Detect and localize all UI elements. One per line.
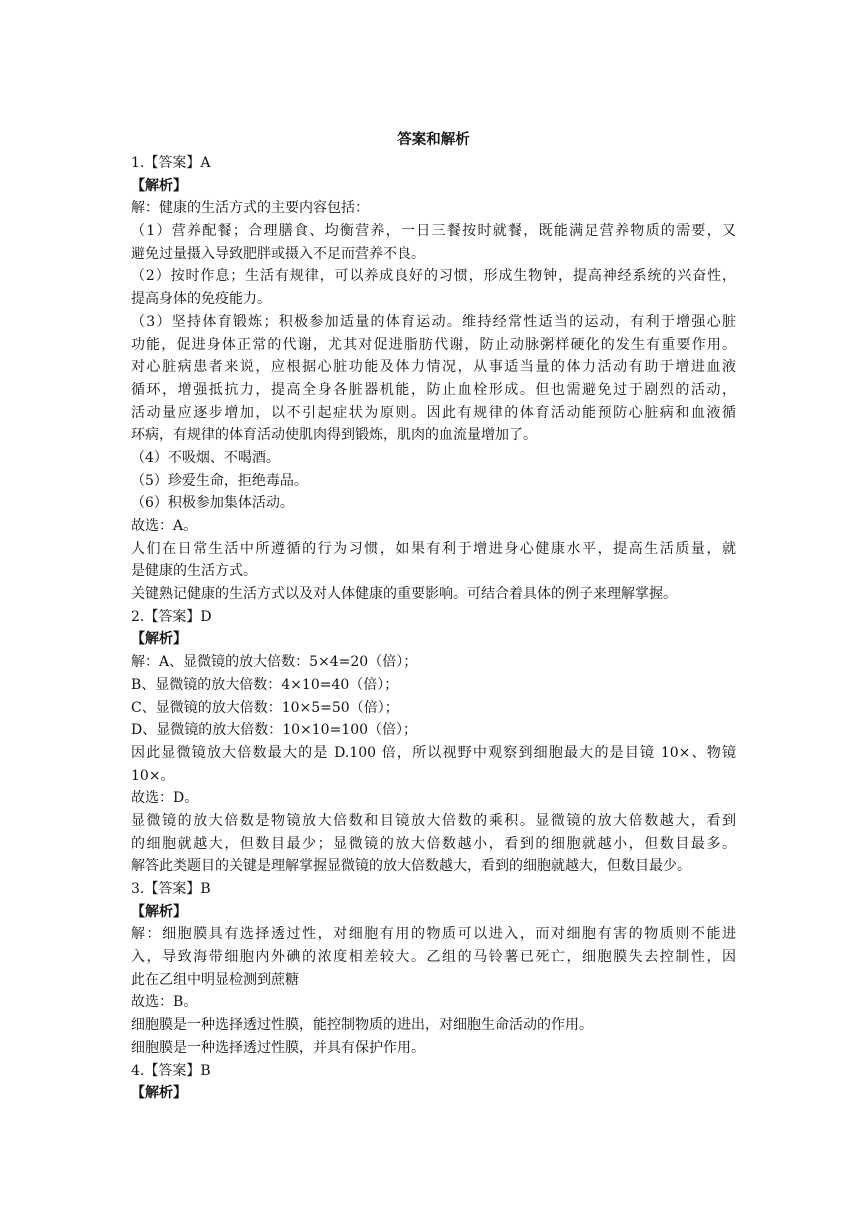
section-heading: 【解析】 bbox=[131, 631, 187, 648]
text-line: 对心脏病患者来说，应根据心脏功能及体力情况，从事适当量的体力活动有助于增进血液 bbox=[131, 359, 736, 376]
text-line: 环病，有规律的体育活动使肌肉得到锻炼，肌肉的血流量增加了。 bbox=[131, 427, 537, 444]
text-line: （5）珍爱生命，拒绝毒品。 bbox=[131, 472, 308, 489]
text-line: 故选：A。 bbox=[131, 518, 198, 534]
text-line: 的细胞就越大，但数目最少；显微镜的放大倍数越小，看到的细胞就越小，但数目最多。 bbox=[131, 835, 736, 852]
text-line: 3.【答案】B bbox=[131, 881, 211, 897]
text-line: 入，导致海带细胞内外碘的浓度相差较大。乙组的马铃薯已死亡，细胞膜失去控制性，因 bbox=[131, 949, 736, 966]
text-line: 提高身体的免疫能力。 bbox=[131, 291, 271, 308]
text-line: 人们在日常生活中所遵循的行为习惯，如果有利于增进身心健康水平，提高生活质量，就 bbox=[131, 540, 736, 557]
text-line: 避免过量摄入导致肥胖或摄入不足而营养不良。 bbox=[131, 245, 425, 262]
text-line: 2.【答案】D bbox=[131, 608, 212, 625]
text-line: 是健康的生活方式。 bbox=[131, 563, 257, 580]
text-line: 循环，增强抵抗力，提高全身各脏器机能，防止血栓形成。但也需避免过于剧烈的活动， bbox=[131, 381, 736, 398]
text-line: 细胞膜是一种选择透过性膜，能控制物质的进出，对细胞生命活动的作用。 bbox=[131, 1017, 593, 1034]
page-title: 答案和解析 bbox=[397, 131, 470, 148]
text-line: 活动量应逐步增加，以不引起症状为原则。因此有规律的体育活动能预防心脏病和血液循 bbox=[131, 404, 736, 421]
section-heading: 【解析】 bbox=[131, 177, 187, 194]
text-line: （1）营养配餐；合理膳食、均衡营养，一日三餐按时就餐，既能满足营养物质的需要，又 bbox=[131, 223, 736, 240]
text-line: B、显微镜的放大倍数：4×10=40（倍）； bbox=[131, 676, 399, 693]
text-line: 解：健康的生活方式的主要内容包括： bbox=[131, 200, 369, 217]
text-line: 解答此类题目的关键是理解掌握显微镜的放大倍数越大，看到的细胞就越大，但数目最少。 bbox=[131, 858, 691, 875]
text-line: （3）坚持体育锻炼；积极参加适量的体育运动。维持经常性适当的运动，有利于增强心脏 bbox=[131, 313, 736, 330]
text-line: 细胞膜是一种选择透过性膜，并具有保护作用。 bbox=[131, 1039, 425, 1056]
text-line: 因此显微镜放大倍数最大的是 D.100 倍，所以视野中观察到细胞最大的是目镜 10×、物镜 bbox=[131, 744, 736, 761]
text-line: 功能，促进身体正常的代谢，尤其对促进脂肪代谢，防止动脉粥样硬化的发生有重要作用。 bbox=[131, 336, 736, 353]
document-body bbox=[131, 152, 736, 1105]
text-line: 关键熟记健康的生活方式以及对人体健康的重要影响。可结合着具体的例子来理解掌握。 bbox=[131, 586, 677, 603]
text-line: 解：A、显微镜的放大倍数：5×4=20（倍）； bbox=[131, 654, 418, 671]
text-line: 显微镜的放大倍数是物镜放大倍数和目镜放大倍数的乘积。显微镜的放大倍数越大，看到 bbox=[131, 812, 736, 829]
text-line: 故选：D。 bbox=[131, 790, 199, 807]
text-line: 1.【答案】A bbox=[131, 155, 211, 171]
section-heading: 【解析】 bbox=[131, 1085, 187, 1102]
text-line: 4.【答案】B bbox=[131, 1062, 211, 1079]
document-page bbox=[131, 131, 736, 1105]
text-line: 解：细胞膜具有选择透过性，对细胞有用的物质可以进入，而对细胞有害的物质则不能进 bbox=[131, 926, 736, 943]
text-line: （4）不吸烟、不喝酒。 bbox=[131, 449, 280, 466]
text-line: （2）按时作息；生活有规律，可以养成良好的习惯，形成生物钟，提高神经系统的兴奋性， bbox=[131, 268, 736, 285]
section-heading: 【解析】 bbox=[131, 903, 187, 920]
text-line: C、显微镜的放大倍数：10×5=50（倍）； bbox=[131, 699, 399, 716]
text-line: （6）积极参加集体活动。 bbox=[131, 495, 294, 512]
text-line: D、显微镜的放大倍数：10×10=100（倍）； bbox=[131, 722, 418, 739]
text-line: 10×。 bbox=[131, 767, 175, 784]
text-line: 故选：B。 bbox=[131, 994, 198, 1011]
text-line: 此在乙组中明显检测到蔗糖 bbox=[131, 971, 299, 988]
